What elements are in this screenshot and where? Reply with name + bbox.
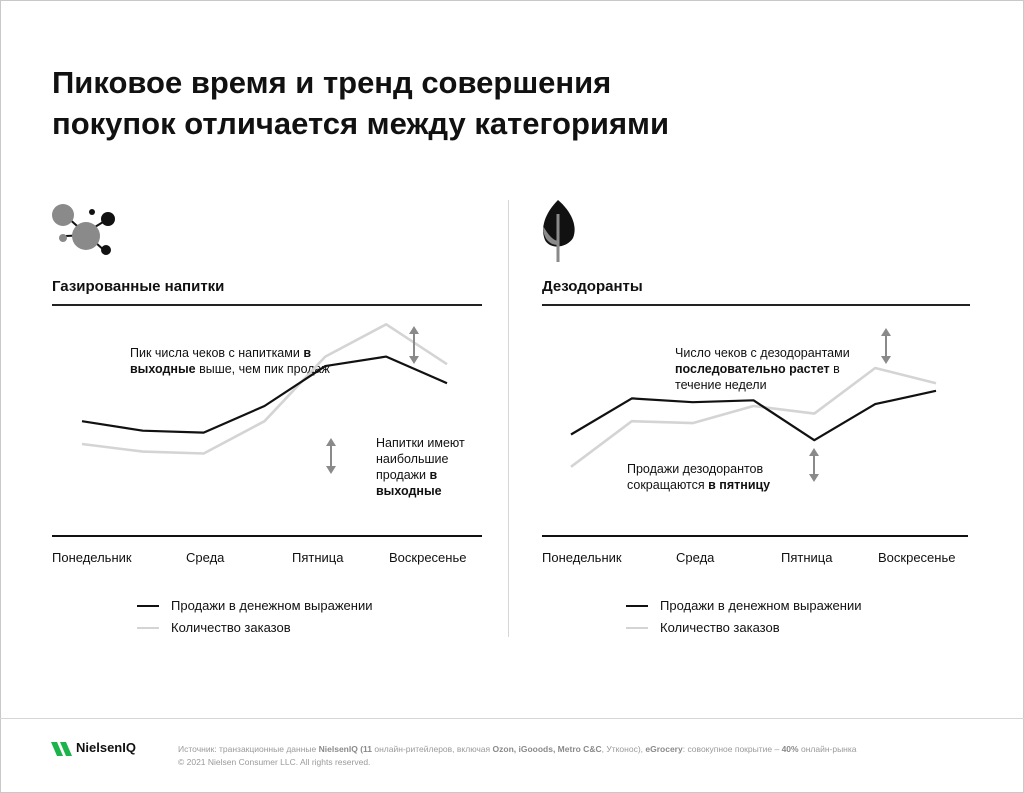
legend-orders-soda: Количество заказов <box>137 620 291 635</box>
legend-sales-soda: Продажи в денежном выражении <box>137 598 373 613</box>
arrows <box>326 326 891 482</box>
annotation-top-soda: Пик числа чеков с напитками в выходные выше, чем пик продаж <box>130 346 330 376</box>
annotation-bottom-deodorant: Продажи дезодорантов сокращаются в пятницу <box>627 462 771 492</box>
chart-soda <box>82 324 447 453</box>
x-tick-label: Среда <box>186 550 225 565</box>
panel-title-soda: Газированные напитки <box>52 278 225 295</box>
annotation-top-deodorant: Число чеков с дезодорантами последовательно растет в течение недели <box>675 346 850 392</box>
series-line-orders <box>571 368 936 467</box>
double-arrow-icon <box>809 448 819 482</box>
x-tick-label: Воскресенье <box>878 550 956 565</box>
logo-text: NielsenIQ <box>76 740 136 755</box>
x-tick-label: Воскресенье <box>389 550 467 565</box>
series-line-orders <box>82 324 447 453</box>
panel-title-deodorant: Дезодоранты <box>542 278 643 295</box>
chart-deodorant <box>571 368 936 467</box>
footer-rule <box>0 718 1024 719</box>
double-arrow-icon <box>326 438 336 474</box>
annotation-bottom-soda: Напитки имеют наибольшие продажи в выходные <box>376 436 465 498</box>
leaf-icon <box>543 200 575 262</box>
source-note: Источник: транзакционные данные NielsenIQ (11 онлайн-ритейлеров, включая Ozon, iGooods, Metro C&C, Утконос), eGrocery: совокупное покрытие – 40% онлайн-рынка © 2021 Nielsen Consumer LLC. All rights reserved. <box>178 744 857 767</box>
x-tick-label: Понедельник <box>52 550 132 565</box>
x-tick-label: Пятница <box>292 550 344 565</box>
soda-bubbles-icon <box>52 204 115 255</box>
series-line-sales <box>571 391 936 440</box>
x-tick-label: Понедельник <box>542 550 622 565</box>
nielseniq-logo <box>50 740 136 755</box>
x-tick-label: Среда <box>676 550 715 565</box>
legend-sales-deodorant: Продажи в денежном выражении <box>626 598 862 613</box>
copyright: © 2021 Nielsen Consumer LLC. All rights reserved. <box>178 757 371 767</box>
double-arrow-icon <box>881 328 891 364</box>
x-tick-label: Пятница <box>781 550 833 565</box>
page-title: Пиковое время и тренд совершения покупок отличается между категориями <box>52 65 670 141</box>
legend-orders-deodorant: Количество заказов <box>626 620 780 635</box>
